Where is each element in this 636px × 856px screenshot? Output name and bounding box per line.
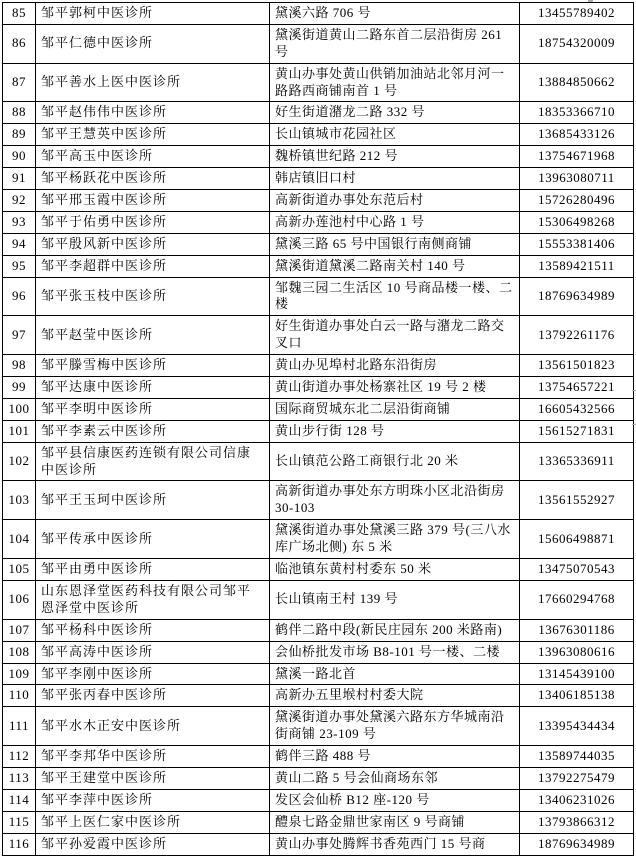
address-cell: 高新街道办事处东范后村 (270, 190, 520, 212)
table-row (3, 168, 634, 190)
row-number-cell: 85 (3, 3, 36, 25)
clinic-name-cell: 邹平张丙春中医诊所 (36, 685, 270, 707)
table-row (3, 520, 634, 559)
table-row (3, 3, 634, 25)
address-cell: 黛溪街道黛溪二路南关村 140 号 (270, 255, 520, 277)
table-row (3, 124, 634, 146)
table-row (3, 316, 634, 355)
address-cell: 鹤伴二路中段(新民庄园东 200 米路南) (270, 619, 520, 641)
phone-cell: 13589421511 (520, 255, 634, 277)
row-number-cell: 105 (3, 559, 36, 581)
phone-cell: 15615271831 (520, 420, 634, 442)
clinic-name-cell: 邹平高涛中医诊所 (36, 641, 270, 663)
address-cell: 国际商贸城东北二层沿街商铺 (270, 398, 520, 420)
row-number-cell: 115 (3, 811, 36, 833)
address-cell: 黛溪三路 65 号中国银行南侧商铺 (270, 233, 520, 255)
row-number-cell: 106 (3, 580, 36, 619)
phone-cell: 13754671968 (520, 146, 634, 168)
phone-cell: 13455789402 (520, 3, 634, 25)
address-cell: 好生街道潴龙二路 332 号 (270, 102, 520, 124)
address-cell: 长山镇城市花园社区 (270, 124, 520, 146)
page-edge-artifact (588, 0, 593, 2)
table-row (3, 833, 634, 855)
phone-cell: 13676301186 (520, 619, 634, 641)
table-row (3, 663, 634, 685)
table-row (3, 746, 634, 768)
row-number-cell: 104 (3, 520, 36, 559)
phone-cell: 18769634989 (520, 277, 634, 316)
clinic-table-body (3, 3, 634, 856)
page-edge-artifact (632, 390, 636, 391)
clinic-name-cell: 邹平李素云中医诊所 (36, 420, 270, 442)
clinic-name-cell: 邹平李萍中医诊所 (36, 789, 270, 811)
address-cell: 黄山街道办事处杨寨社区 19 号 2 楼 (270, 377, 520, 399)
address-cell: 黛溪街道办事处黛溪六路东方华城南沿街商铺 23-109 号 (270, 707, 520, 746)
table-row (3, 685, 634, 707)
table-row (3, 641, 634, 663)
row-number-cell: 111 (3, 707, 36, 746)
table-row (3, 559, 634, 581)
phone-cell: 15726280496 (520, 190, 634, 212)
row-number-cell: 100 (3, 398, 36, 420)
clinic-name-cell: 山东恩泽堂医药科技有限公司邹平恩泽堂中医诊所 (36, 580, 270, 619)
clinic-name-cell: 邹平县信康医药连锁有限公司信康中医诊所 (36, 442, 270, 481)
row-number-cell: 98 (3, 355, 36, 377)
clinic-name-cell: 邹平殷风新中医诊所 (36, 233, 270, 255)
clinic-name-cell: 邹平水木正安中医诊所 (36, 707, 270, 746)
address-cell: 高新街道办事处东方明珠小区北沿街房 30-103 (270, 481, 520, 520)
address-cell: 韩店镇旧口村 (270, 168, 520, 190)
table-row (3, 580, 634, 619)
phone-cell: 13475070543 (520, 559, 634, 581)
address-cell: 醴泉七路金鼎世家南区 9 号商铺 (270, 811, 520, 833)
table-row (3, 63, 634, 102)
phone-cell: 13793866312 (520, 811, 634, 833)
phone-cell: 13792275479 (520, 767, 634, 789)
phone-cell: 13406185138 (520, 685, 634, 707)
row-number-cell: 102 (3, 442, 36, 481)
phone-cell: 13589744035 (520, 746, 634, 768)
table-row (3, 355, 634, 377)
table-row (3, 24, 634, 63)
clinic-name-cell: 邹平张玉枝中医诊所 (36, 277, 270, 316)
phone-cell: 18754320009 (520, 24, 634, 63)
row-number-cell: 89 (3, 124, 36, 146)
row-number-cell: 91 (3, 168, 36, 190)
phone-cell: 13561552927 (520, 481, 634, 520)
table-row (3, 146, 634, 168)
address-cell: 黄山二路 5 号会仙商场东邻 (270, 767, 520, 789)
phone-cell: 13792261176 (520, 316, 634, 355)
phone-cell: 13395434434 (520, 707, 634, 746)
clinic-table (2, 2, 634, 856)
table-row (3, 442, 634, 481)
row-number-cell: 88 (3, 102, 36, 124)
address-cell: 会仙桥批发市场 B8-101 号一楼、二楼 (270, 641, 520, 663)
table-row (3, 190, 634, 212)
phone-cell: 13365336911 (520, 442, 634, 481)
address-cell: 长山镇范公路工商银行北 20 米 (270, 442, 520, 481)
clinic-name-cell: 邹平仁德中医诊所 (36, 24, 270, 63)
row-number-cell: 108 (3, 641, 36, 663)
row-number-cell: 110 (3, 685, 36, 707)
address-cell: 高新办莲池村中心路 1 号 (270, 211, 520, 233)
row-number-cell: 90 (3, 146, 36, 168)
table-row (3, 255, 634, 277)
clinic-name-cell: 邹平王玉珂中医诊所 (36, 481, 270, 520)
clinic-name-cell: 邹平于佑勇中医诊所 (36, 211, 270, 233)
table-row (3, 398, 634, 420)
table-row (3, 211, 634, 233)
phone-cell: 16605432566 (520, 398, 634, 420)
row-number-cell: 116 (3, 833, 36, 855)
row-number-cell: 112 (3, 746, 36, 768)
clinic-name-cell: 邹平孙爱霞中医诊所 (36, 833, 270, 855)
address-cell: 黄山办事处腾辉书香苑西门 15 号商 (270, 833, 520, 855)
table-row (3, 102, 634, 124)
clinic-name-cell: 邹平传承中医诊所 (36, 520, 270, 559)
phone-cell: 13145439100 (520, 663, 634, 685)
row-number-cell: 95 (3, 255, 36, 277)
address-cell: 黄山办事处黄山供销加油站北邻月河一路路西商铺南首 1 号 (270, 63, 520, 102)
row-number-cell: 94 (3, 233, 36, 255)
address-cell: 黄山步行街 128 号 (270, 420, 520, 442)
address-cell: 黛溪街道黄山二路东首二层沿街房 261 号 (270, 24, 520, 63)
clinic-name-cell: 邹平王建堂中医诊所 (36, 767, 270, 789)
row-number-cell: 97 (3, 316, 36, 355)
address-cell: 黛溪街道办事处黛溪三路 379 号(三八水库广场北侧) 东 5 米 (270, 520, 520, 559)
table-row (3, 619, 634, 641)
clinic-name-cell: 邹平滕雪梅中医诊所 (36, 355, 270, 377)
clinic-name-cell: 邹平李超群中医诊所 (36, 255, 270, 277)
phone-cell: 17660294768 (520, 580, 634, 619)
clinic-name-cell: 邹平郭柯中医诊所 (36, 3, 270, 25)
clinic-name-cell: 邹平达康中医诊所 (36, 377, 270, 399)
table-row (3, 789, 634, 811)
clinic-name-cell: 邹平杨跃花中医诊所 (36, 168, 270, 190)
row-number-cell: 107 (3, 619, 36, 641)
address-cell: 黛溪一路北首 (270, 663, 520, 685)
row-number-cell: 86 (3, 24, 36, 63)
address-cell: 黄山办见埠村北路东沿街房 (270, 355, 520, 377)
row-number-cell: 96 (3, 277, 36, 316)
phone-cell: 13406231026 (520, 789, 634, 811)
clinic-name-cell: 邹平李刚中医诊所 (36, 663, 270, 685)
table-row (3, 481, 634, 520)
clinic-name-cell: 邹平王慧英中医诊所 (36, 124, 270, 146)
row-number-cell: 99 (3, 377, 36, 399)
phone-cell: 15606498871 (520, 520, 634, 559)
row-number-cell: 114 (3, 789, 36, 811)
clinic-name-cell: 邹平赵莹中医诊所 (36, 316, 270, 355)
address-cell: 魏桥镇世纪路 212 号 (270, 146, 520, 168)
phone-cell: 18769634989 (520, 833, 634, 855)
row-number-cell: 101 (3, 420, 36, 442)
clinic-name-cell: 邹平善水上医中医诊所 (36, 63, 270, 102)
clinic-name-cell: 邹平李邦华中医诊所 (36, 746, 270, 768)
row-number-cell: 103 (3, 481, 36, 520)
address-cell: 黛溪六路 706 号 (270, 3, 520, 25)
address-cell: 好生街道办事处白云一路与潴龙二路交叉口 (270, 316, 520, 355)
clinic-name-cell: 邹平赵伟伟中医诊所 (36, 102, 270, 124)
row-number-cell: 113 (3, 767, 36, 789)
phone-cell: 15306498268 (520, 211, 634, 233)
clinic-name-cell: 邹平上医仁家中医诊所 (36, 811, 270, 833)
phone-cell: 13884850662 (520, 63, 634, 102)
table-row (3, 767, 634, 789)
address-cell: 临池镇东黄村村委东 50 米 (270, 559, 520, 581)
page-edge-artifact (632, 424, 636, 425)
row-number-cell: 87 (3, 63, 36, 102)
address-cell: 发区会仙桥 B12 座-120 号 (270, 789, 520, 811)
phone-cell: 13963080711 (520, 168, 634, 190)
address-cell: 高新办五里堠村村委大院 (270, 685, 520, 707)
phone-cell: 13685433126 (520, 124, 634, 146)
phone-cell: 13754657221 (520, 377, 634, 399)
address-cell: 鹤伴三路 488 号 (270, 746, 520, 768)
phone-cell: 13561501823 (520, 355, 634, 377)
address-cell: 邹魏三园二生活区 10 号商品楼一楼、二楼 (270, 277, 520, 316)
table-row (3, 420, 634, 442)
address-cell: 长山镇南王村 139 号 (270, 580, 520, 619)
clinic-name-cell: 邹平由勇中医诊所 (36, 559, 270, 581)
phone-cell: 18353366710 (520, 102, 634, 124)
phone-cell: 13963080616 (520, 641, 634, 663)
table-row (3, 233, 634, 255)
table-row (3, 707, 634, 746)
clinic-name-cell: 邹平李明中医诊所 (36, 398, 270, 420)
clinic-name-cell: 邹平高玉中医诊所 (36, 146, 270, 168)
row-number-cell: 109 (3, 663, 36, 685)
row-number-cell: 93 (3, 211, 36, 233)
row-number-cell: 92 (3, 190, 36, 212)
table-row (3, 277, 634, 316)
clinic-name-cell: 邹平杨科中医诊所 (36, 619, 270, 641)
phone-cell: 15553381406 (520, 233, 634, 255)
clinic-name-cell: 邹平邢玉霞中医诊所 (36, 190, 270, 212)
table-row (3, 377, 634, 399)
document-sheet (2, 2, 634, 856)
